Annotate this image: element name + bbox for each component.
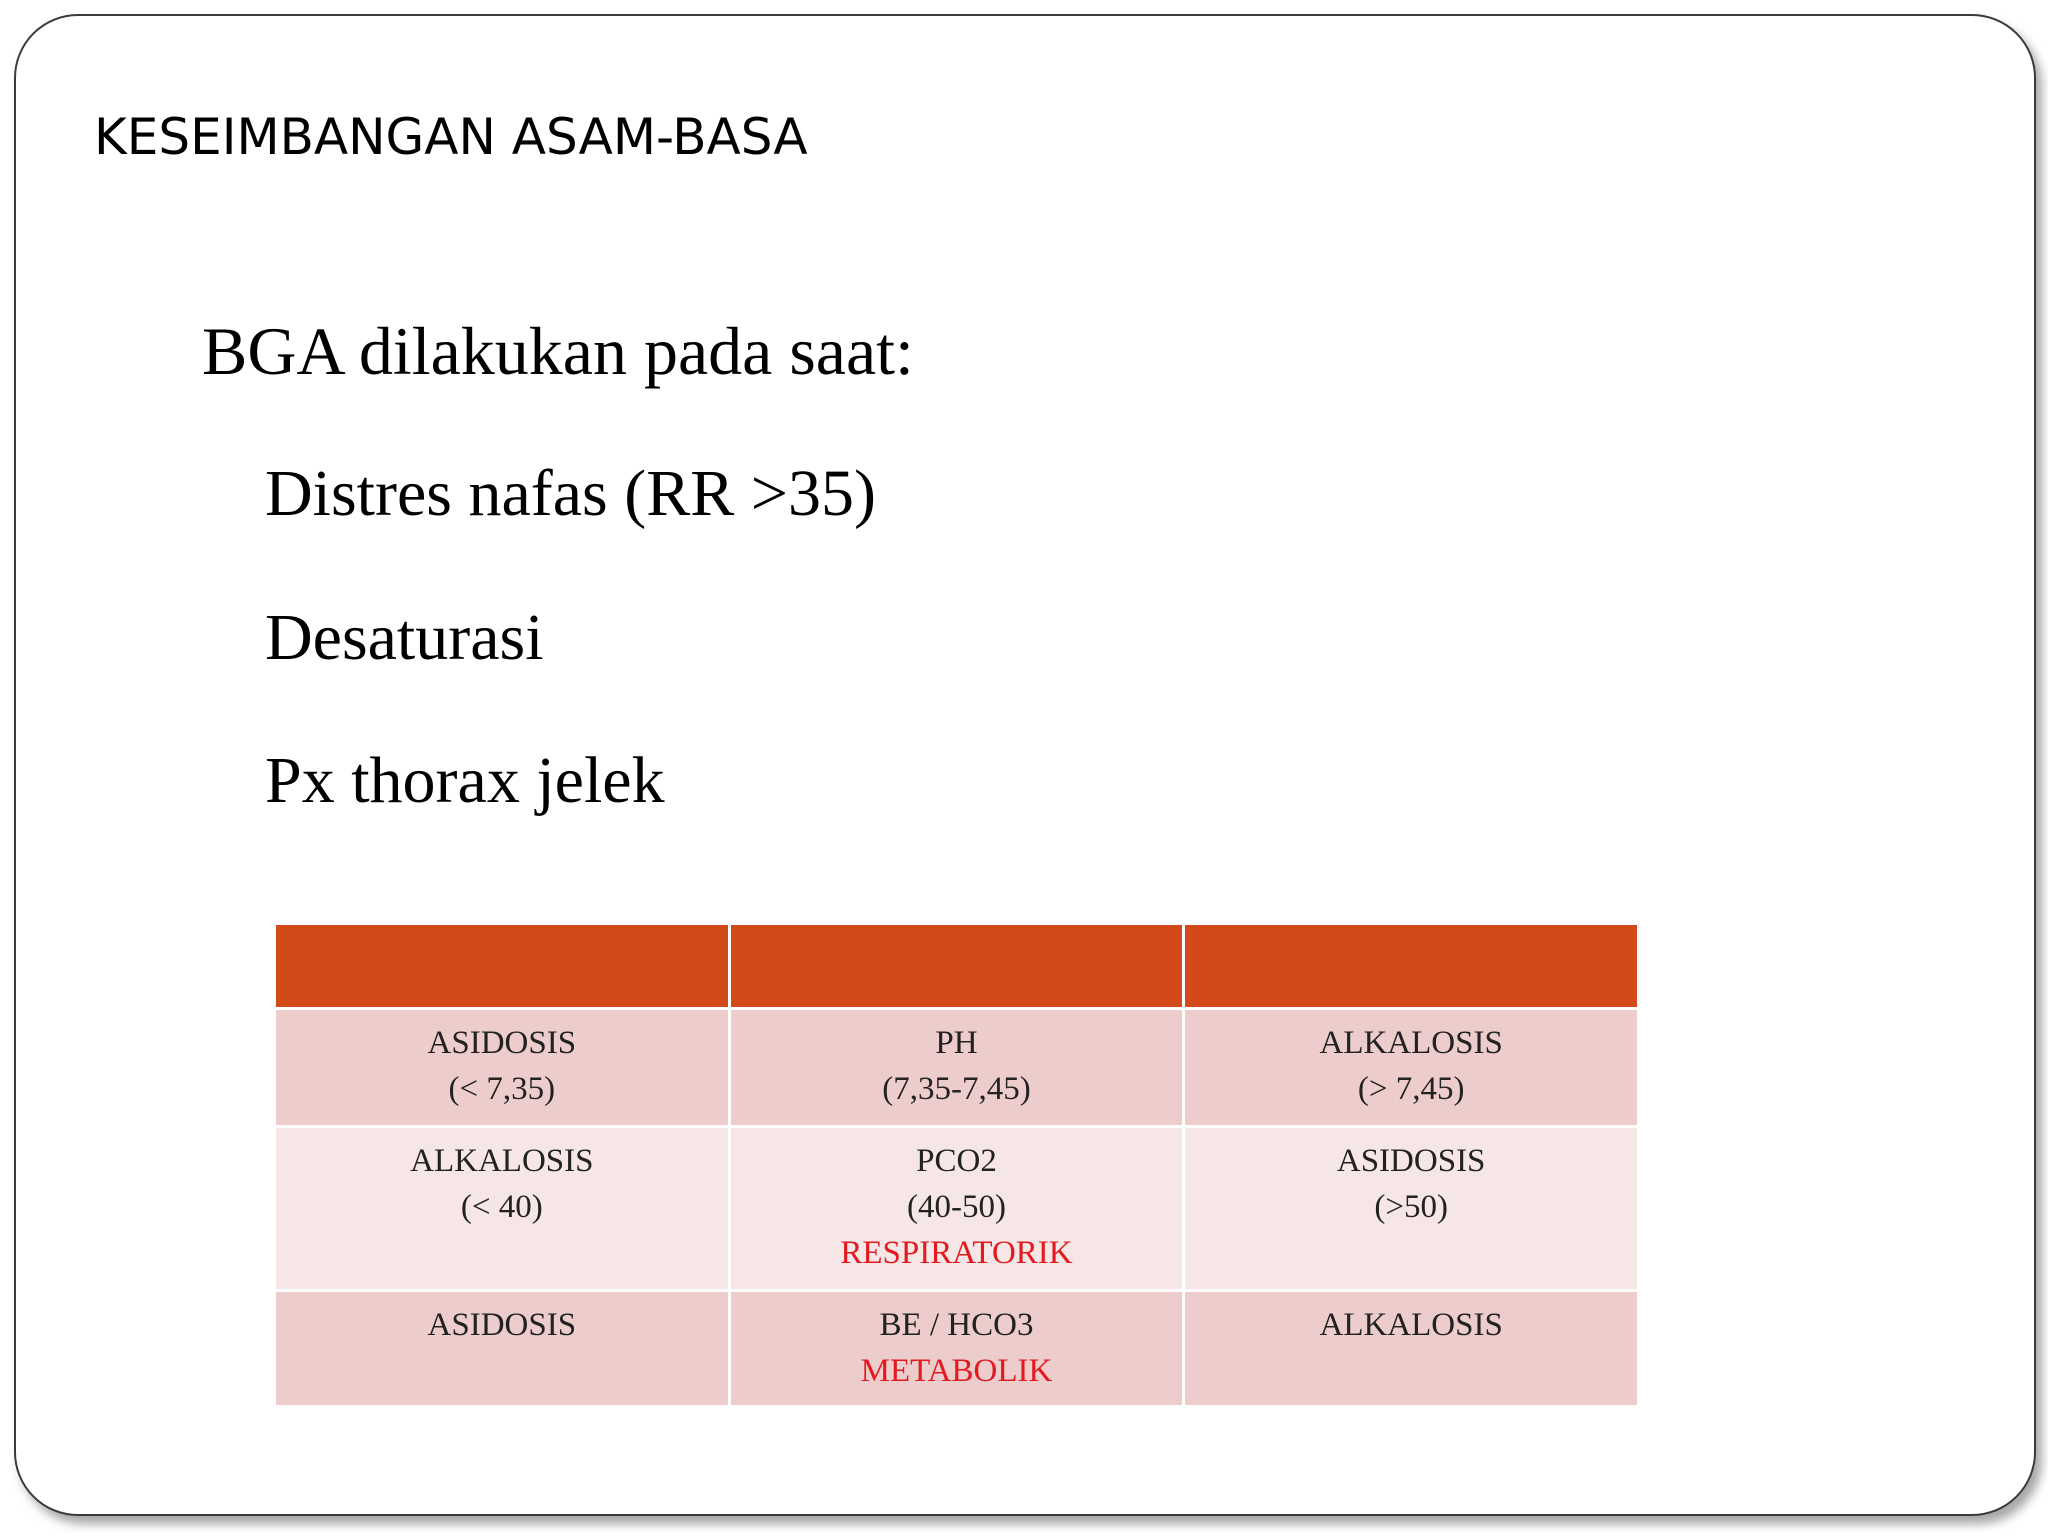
table-cell (1184, 1127, 1639, 1291)
table-header-cell (729, 924, 1184, 1009)
cell-range: (< 7,35) (448, 1071, 556, 1107)
table-row-pco2 (275, 1127, 1639, 1291)
bullet-heading: BGA dilakukan pada saat: (202, 313, 914, 389)
bullet-item: Desaturasi (265, 601, 544, 674)
acid-base-table (273, 922, 1640, 1408)
cell-range: (>50) (1374, 1189, 1448, 1225)
cell-range: (7,35-7,45) (882, 1071, 1031, 1107)
cell-label: PCO2 (916, 1143, 997, 1179)
cell-label: ALKALOSIS (1319, 1025, 1503, 1061)
cell-tag-metabolik: METABOLIK (860, 1353, 1053, 1389)
cell-tag-respiratorik: RESPIRATORIK (840, 1235, 1073, 1271)
cell-label: ASIDOSIS (1336, 1143, 1486, 1179)
bullet-item: Px thorax jelek (265, 744, 665, 817)
table-header-cell (1184, 924, 1639, 1009)
cell-label: ALKALOSIS (1319, 1307, 1503, 1343)
cell-range: (> 7,45) (1357, 1071, 1465, 1107)
bullet-item: Distres nafas (RR >35) (265, 457, 876, 530)
table-cell (729, 1127, 1184, 1291)
table-row-be-hco3 (275, 1291, 1639, 1407)
cell-range: (< 40) (460, 1189, 543, 1225)
cell-label: ASIDOSIS (427, 1025, 577, 1061)
table-row-ph (275, 1009, 1639, 1127)
table-header-cell (275, 924, 730, 1009)
cell-label: BE / HCO3 (879, 1307, 1034, 1343)
table-cell (275, 1127, 730, 1291)
table-cell (275, 1009, 730, 1127)
cell-label: ASIDOSIS (427, 1307, 577, 1343)
table-cell (1184, 1009, 1639, 1127)
table-cell (729, 1291, 1184, 1407)
cell-label: ALKALOSIS (410, 1143, 594, 1179)
cell-label: PH (935, 1025, 978, 1061)
slide-title: KESEIMBANGAN ASAM-BASA (94, 108, 808, 166)
table-header-row (275, 924, 1639, 1009)
table-cell (1184, 1291, 1639, 1407)
cell-range: (40-50) (907, 1189, 1006, 1225)
table-cell (275, 1291, 730, 1407)
table-cell (729, 1009, 1184, 1127)
